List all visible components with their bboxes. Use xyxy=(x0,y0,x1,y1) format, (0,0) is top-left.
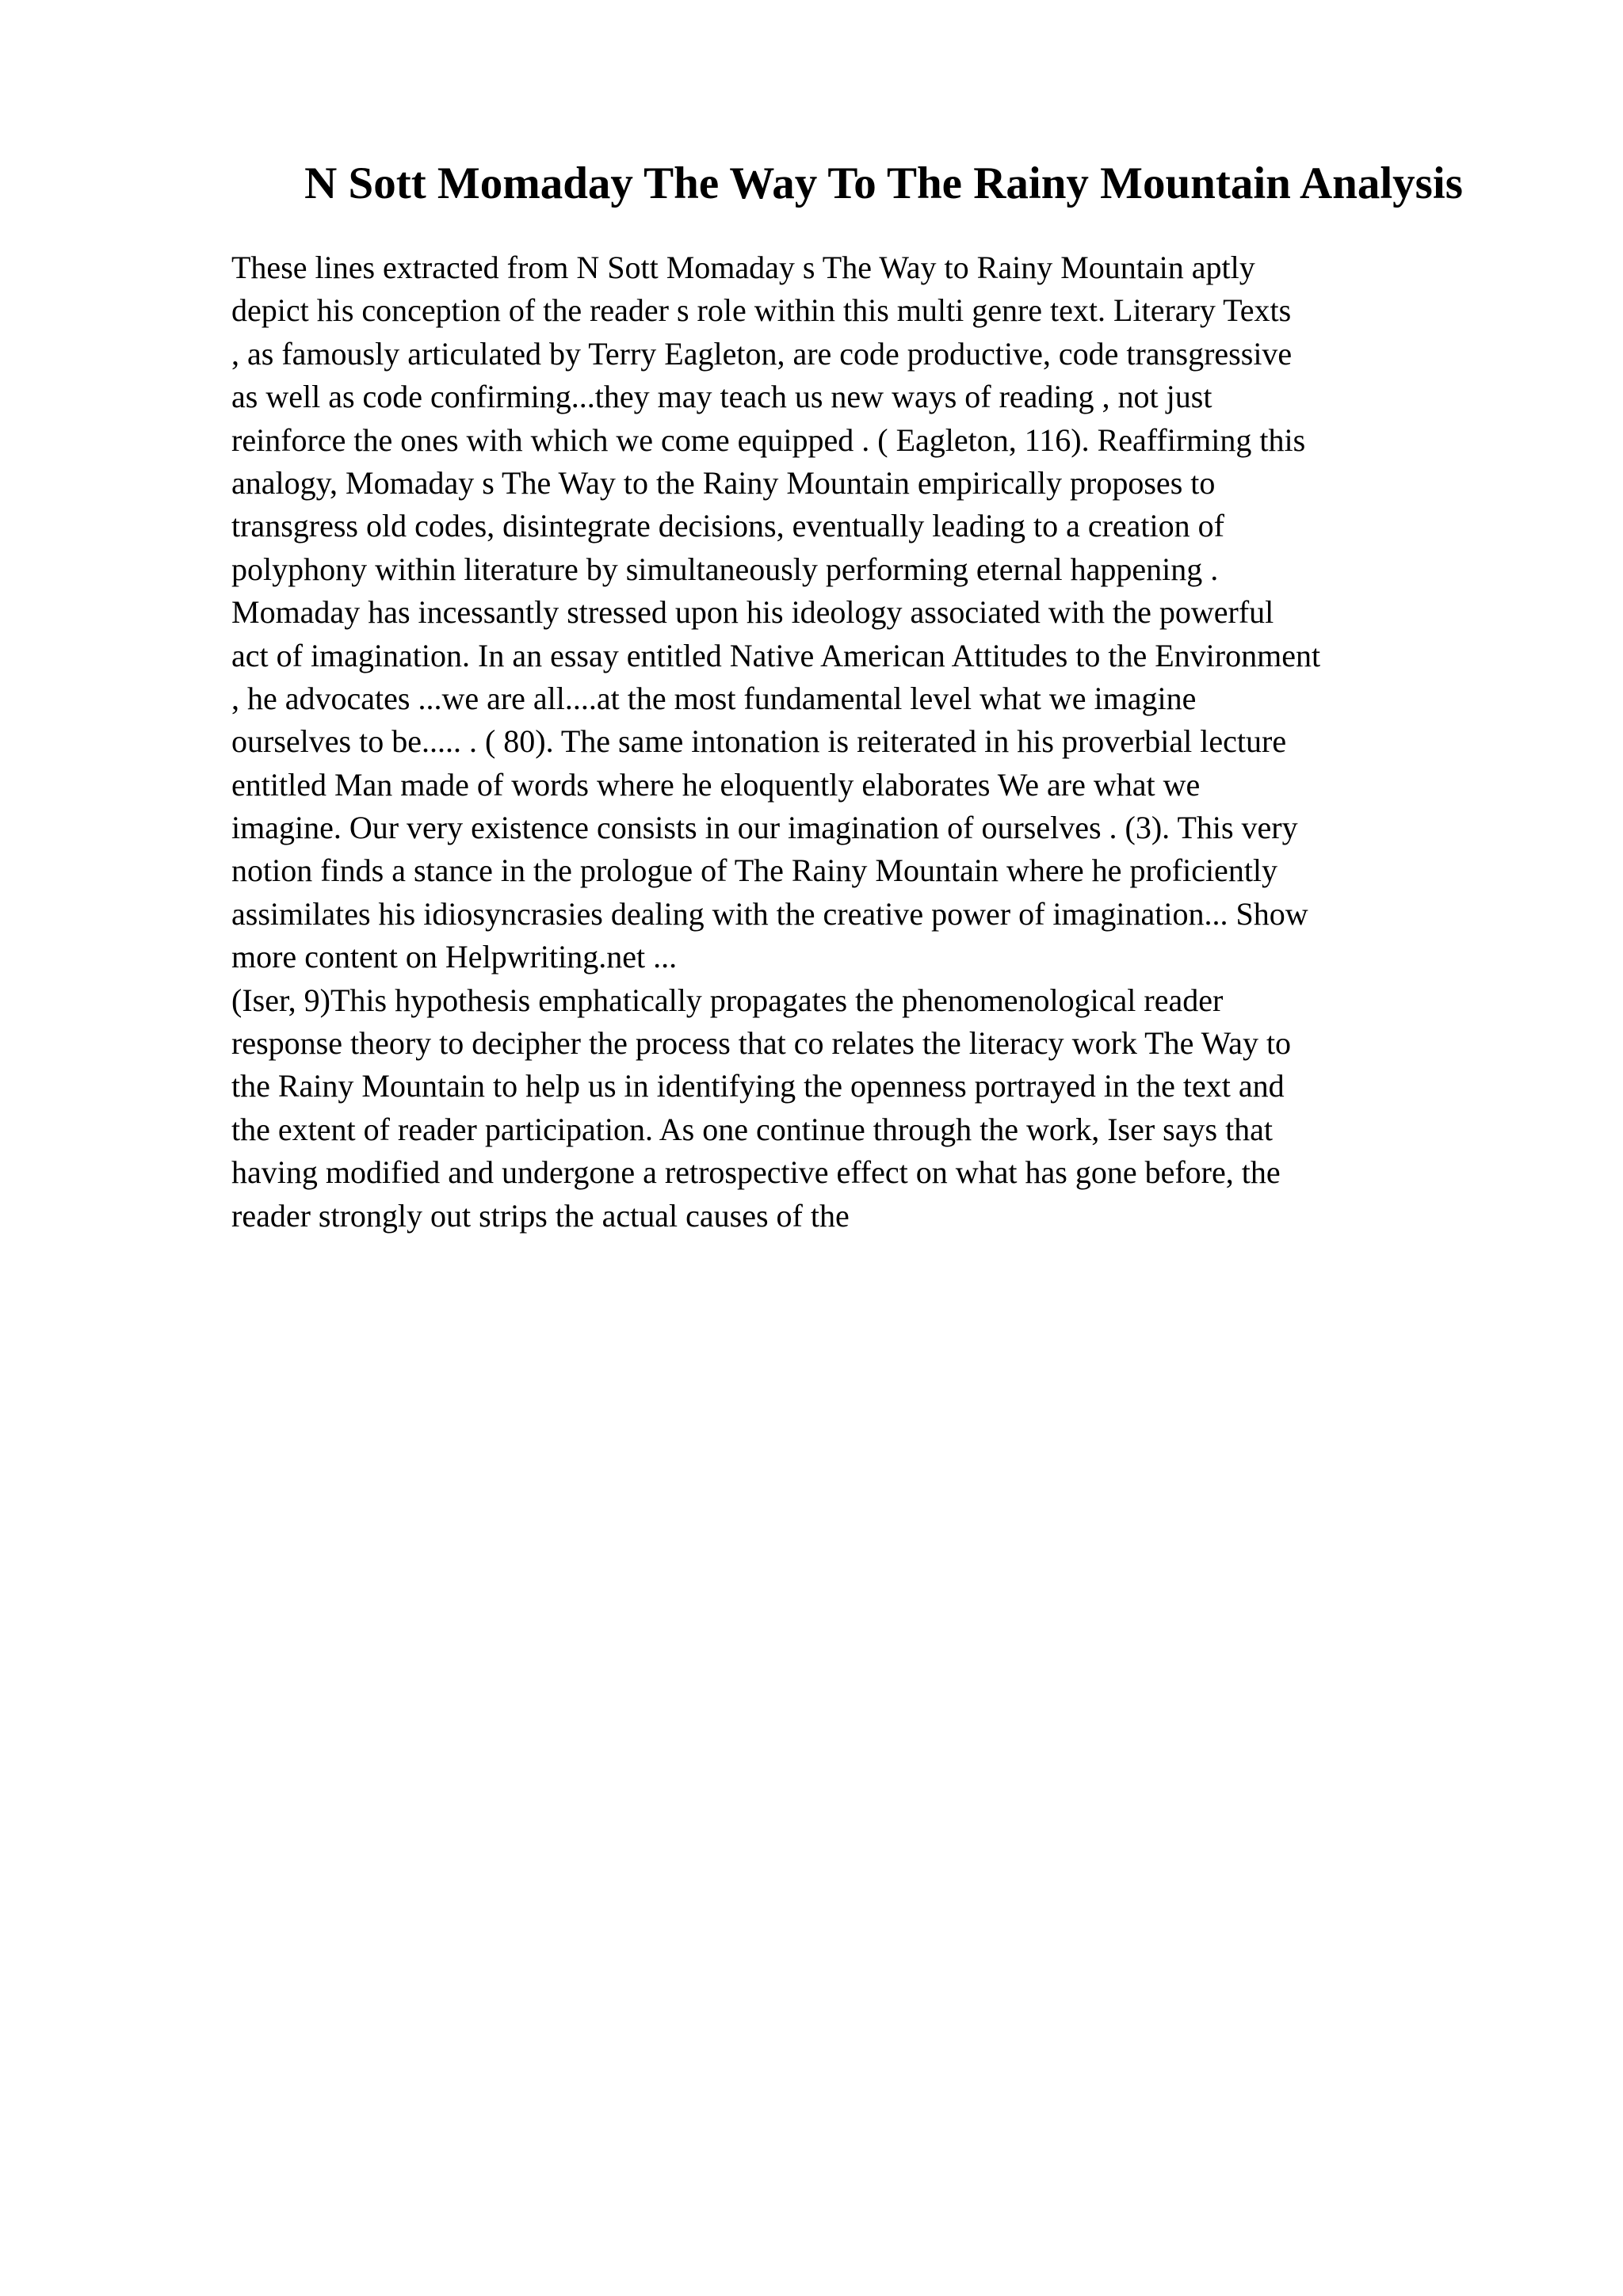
body-text-line: (Iser, 9)This hypothesis emphatically propagates the phenomenological reader xyxy=(231,982,1224,1018)
body-text-line: , as famously articulated by Terry Eagleton, are code productive, code transgressive xyxy=(231,335,1293,372)
body-text-line: notion finds a stance in the prologue of The Rainy Mountain where he proficiently xyxy=(231,852,1278,889)
body-text-line: depict his conception of the reader s role within this multi genre text. Literary Texts xyxy=(231,292,1292,329)
body-text-line: These lines extracted from N Sott Momaday s The Way to Rainy Mountain aptly xyxy=(231,250,1255,285)
body-text-line: assimilates his idiosyncrasies dealing with the creative power of imagination... Show xyxy=(231,895,1308,932)
body-text-line: act of imagination. In an essay entitled Native American Attitudes to the Environment xyxy=(231,637,1321,673)
document-title: N Sott Momaday The Way To The Rainy Mountain Analysis xyxy=(304,158,1463,208)
body-text-line: ourselves to be..... . ( 80). The same intonation is reiterated in his proverbial lecture xyxy=(231,723,1287,760)
body-text-line: transgress old codes, disintegrate decisions, eventually leading to a creation of xyxy=(231,508,1224,544)
body-text-line: the extent of reader participation. As one continue through the work, Iser says that xyxy=(231,1111,1274,1147)
body-text-line: the Rainy Mountain to help us in identifying the openness portrayed in the text and xyxy=(231,1068,1285,1104)
body-text-line: reinforce the ones with which we come equipped . ( Eagleton, 116). Reaffirming this xyxy=(231,421,1306,458)
document-body xyxy=(231,246,1531,1238)
body-text-line: having modified and undergone a retrospective effect on what has gone before, the xyxy=(231,1154,1281,1191)
body-text-line: , he advocates ...we are all....at the most fundamental level what we imagine xyxy=(231,680,1197,716)
body-text-line: as well as code confirming...they may teach us new ways of reading , not just xyxy=(231,379,1212,415)
body-text-line: reader strongly out strips the actual causes of the xyxy=(231,1197,850,1234)
body-text-line: imagine. Our very existence consists in our imagination of ourselves . (3). This very xyxy=(231,810,1298,846)
body-text-line: response theory to decipher the process that co relates the literacy work The Way to xyxy=(231,1025,1292,1062)
body-text-line: polyphony within literature by simultaneously performing eternal happening . xyxy=(231,551,1219,587)
body-text-line: Momaday has incessantly stressed upon his ideology associated with the powerful xyxy=(231,594,1274,631)
body-text-line: entitled Man made of words where he eloquently elaborates We are what we xyxy=(231,766,1201,803)
body-text-line: more content on Helpwriting.net ... xyxy=(231,939,678,975)
body-text-line: analogy, Momaday s The Way to the Rainy Mountain empirically proposes to xyxy=(231,464,1216,501)
